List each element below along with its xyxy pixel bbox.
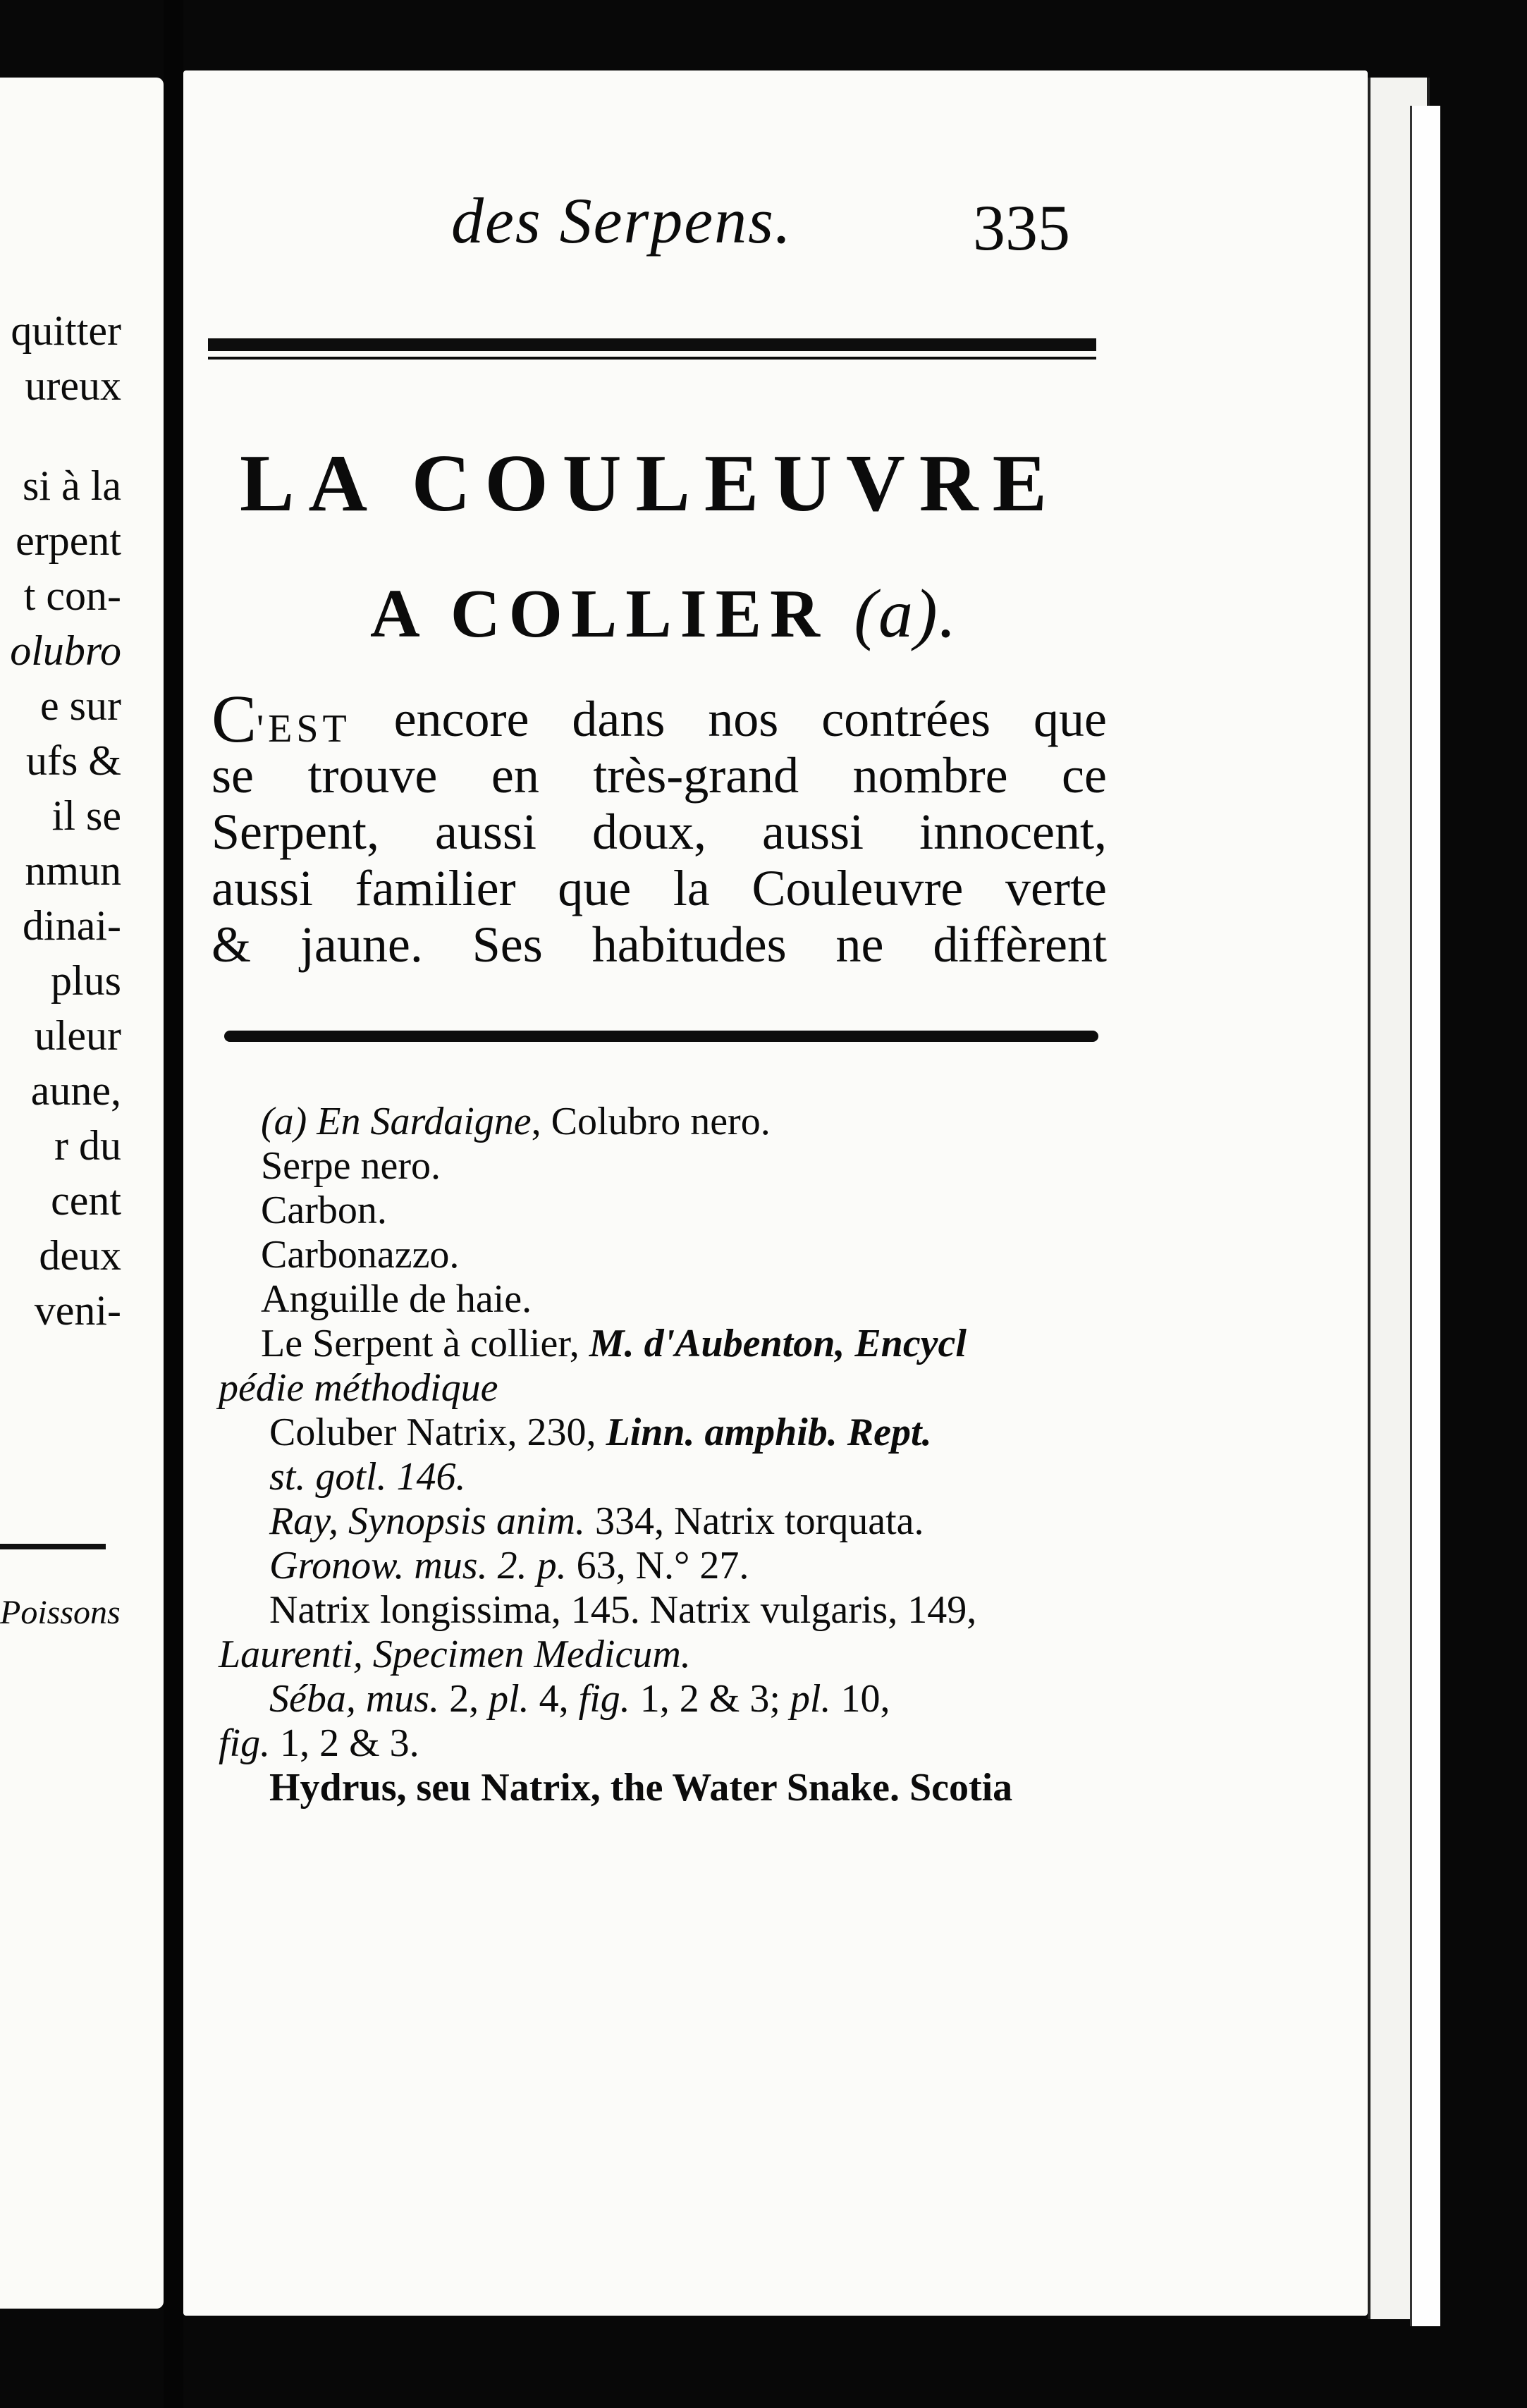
body-word: ce [1062, 747, 1107, 804]
facing-page-footnote: Poissons [0, 1594, 121, 1631]
body-word: encore [393, 691, 529, 747]
body-paragraph [211, 681, 1107, 973]
facing-page-line: deux [39, 1232, 121, 1279]
book-gutter [164, 0, 183, 2408]
facing-page-line: r du [54, 1122, 121, 1169]
footnote-segment: Laurenti, Specimen Medicum. [219, 1633, 691, 1676]
body-word: familier [355, 860, 516, 916]
facing-page-line: ufs & [26, 737, 121, 784]
chapter-subtitle-text: A COLLIER [370, 576, 828, 652]
facing-page-text [0, 303, 164, 1338]
footnote-line [219, 1144, 1149, 1188]
facing-page-line: uleur [34, 1012, 121, 1059]
body-word: jaune. [300, 916, 423, 973]
body-line [211, 804, 1107, 860]
drop-cap: C [211, 681, 257, 756]
footnote-line [219, 1499, 1149, 1544]
body-word: doux, [592, 804, 706, 860]
facing-page-line: quitter [11, 307, 121, 354]
body-word: & [211, 916, 252, 973]
chapter-title: LA COULEUVRE [240, 438, 1061, 529]
body-word: aussi [434, 804, 536, 860]
footnote-segment: pl. [790, 1677, 831, 1721]
footnote-segment: Le Serpent à collier, [261, 1322, 589, 1365]
footnote-line [219, 1677, 1149, 1721]
footnote-line [219, 1544, 1149, 1588]
footnote-segment: Carbon. [261, 1188, 387, 1232]
footnote-segment: Natrix longissima, 145. Natrix vulgaris, 149, [269, 1588, 977, 1632]
footnote-segment: pédie méthodique [219, 1366, 498, 1410]
body-line [211, 916, 1107, 973]
facing-page-rule [0, 1544, 106, 1549]
body-word: nos [708, 691, 779, 747]
body-word: habitudes [591, 916, 787, 973]
footnote-line [219, 1366, 1149, 1411]
facing-page-line: il se [51, 792, 121, 839]
small-caps: 'EST [257, 707, 351, 751]
footnote-segment: 334, Natrix torquata. [584, 1499, 924, 1543]
body-word: verte [1005, 860, 1107, 916]
body-word: Ses [472, 916, 543, 973]
body-word: innocent, [919, 804, 1107, 860]
footnote-segment: fig. [578, 1677, 630, 1721]
body-line [211, 681, 1107, 756]
facing-page-line: olubro [10, 627, 121, 674]
body-word: ne [835, 916, 884, 973]
body-word: Couleuvre [752, 860, 964, 916]
header-rule [208, 338, 1096, 360]
facing-page-line: veni- [34, 1287, 121, 1334]
footnote-segment: pl. [489, 1677, 529, 1721]
body-word: en [491, 747, 539, 804]
body-word: diffèrent [933, 916, 1107, 973]
footnote-line [219, 1411, 1149, 1455]
body-word: nombre [852, 747, 1008, 804]
footnote-segment: 63, N.° 27. [566, 1544, 749, 1587]
body-word: très-grand [593, 747, 799, 804]
footnote-segment: 1, 2 & 3. [270, 1721, 419, 1765]
footnote-segment: Linn. amphib. Rept. [606, 1411, 932, 1454]
facing-page-line: aune, [30, 1067, 121, 1114]
footnote-line [219, 1455, 1149, 1499]
footnote-segment: Hydrus, seu Natrix, the Water Snake. Scotia [269, 1766, 1013, 1810]
footnote-line [219, 1188, 1149, 1233]
facing-page-line: erpent [16, 517, 121, 564]
footnote-rule [224, 1031, 1098, 1042]
footnote-segment: Coluber Natrix, 230, [269, 1411, 606, 1454]
footnote-segment: st. gotl. 146. [269, 1455, 466, 1499]
footnote-line [219, 1322, 1149, 1366]
footnote-segment: 10, [830, 1677, 890, 1721]
footnote-line [219, 1633, 1149, 1677]
footnote-segment: fig. [219, 1721, 271, 1765]
body-word: que [1033, 691, 1107, 747]
running-title: des Serpens. [451, 185, 792, 257]
body-word: dans [572, 691, 666, 747]
opening-word [211, 681, 351, 756]
page-number: 335 [973, 192, 1070, 264]
body-word: la [673, 860, 710, 916]
body-word: aussi [762, 804, 864, 860]
body-line [211, 860, 1107, 916]
facing-page-line: dinai- [23, 902, 121, 949]
footnote-segment: 4, [529, 1677, 579, 1721]
footnotes [219, 1100, 1149, 1810]
footnote-segment: M. d'Aubenton, Encycl [589, 1322, 967, 1365]
footnote-line [219, 1100, 1149, 1144]
footnote-segment: , Colubro nero. [531, 1100, 771, 1143]
facing-page-line: plus [50, 957, 121, 1004]
body-word: se [211, 747, 254, 804]
footnote-segment: Ray, Synopsis anim. [269, 1499, 585, 1543]
footnote-line [219, 1277, 1149, 1322]
footnote-mark: (a). [854, 576, 958, 652]
facing-page-line: nmun [25, 847, 121, 894]
chapter-subtitle [370, 575, 957, 653]
body-word: aussi [211, 860, 313, 916]
facing-page [0, 78, 164, 2309]
body-word: contrées [821, 691, 991, 747]
footnote-segment: Anguille de haie. [261, 1277, 532, 1321]
facing-page-line: e sur [40, 682, 121, 729]
footnote-segment: Carbonazzo. [261, 1233, 460, 1277]
facing-page-line: si à la [23, 462, 121, 509]
body-word: que [558, 860, 632, 916]
facing-page-line: t con- [23, 572, 121, 619]
body-line [211, 747, 1107, 804]
footnote-segment: 1, 2 & 3; [630, 1677, 790, 1721]
body-word: Serpent, [211, 804, 379, 860]
footnote-segment: Gronow. mus. 2. p. [269, 1544, 567, 1587]
body-word: trouve [307, 747, 438, 804]
facing-page-line: ureux [25, 362, 121, 409]
footnote-line [219, 1588, 1149, 1633]
footnote-segment: (a) En Sardaigne [261, 1100, 532, 1143]
page-edge-inner [1410, 106, 1440, 2326]
footnote-line [219, 1721, 1149, 1766]
footnote-segment: Séba, mus. [269, 1677, 440, 1721]
facing-page-line: cent [51, 1177, 121, 1224]
footnote-line [219, 1766, 1149, 1810]
footnote-line [219, 1233, 1149, 1277]
footnote-segment: 2, [439, 1677, 489, 1721]
footnote-segment: Serpe nero. [261, 1144, 441, 1188]
